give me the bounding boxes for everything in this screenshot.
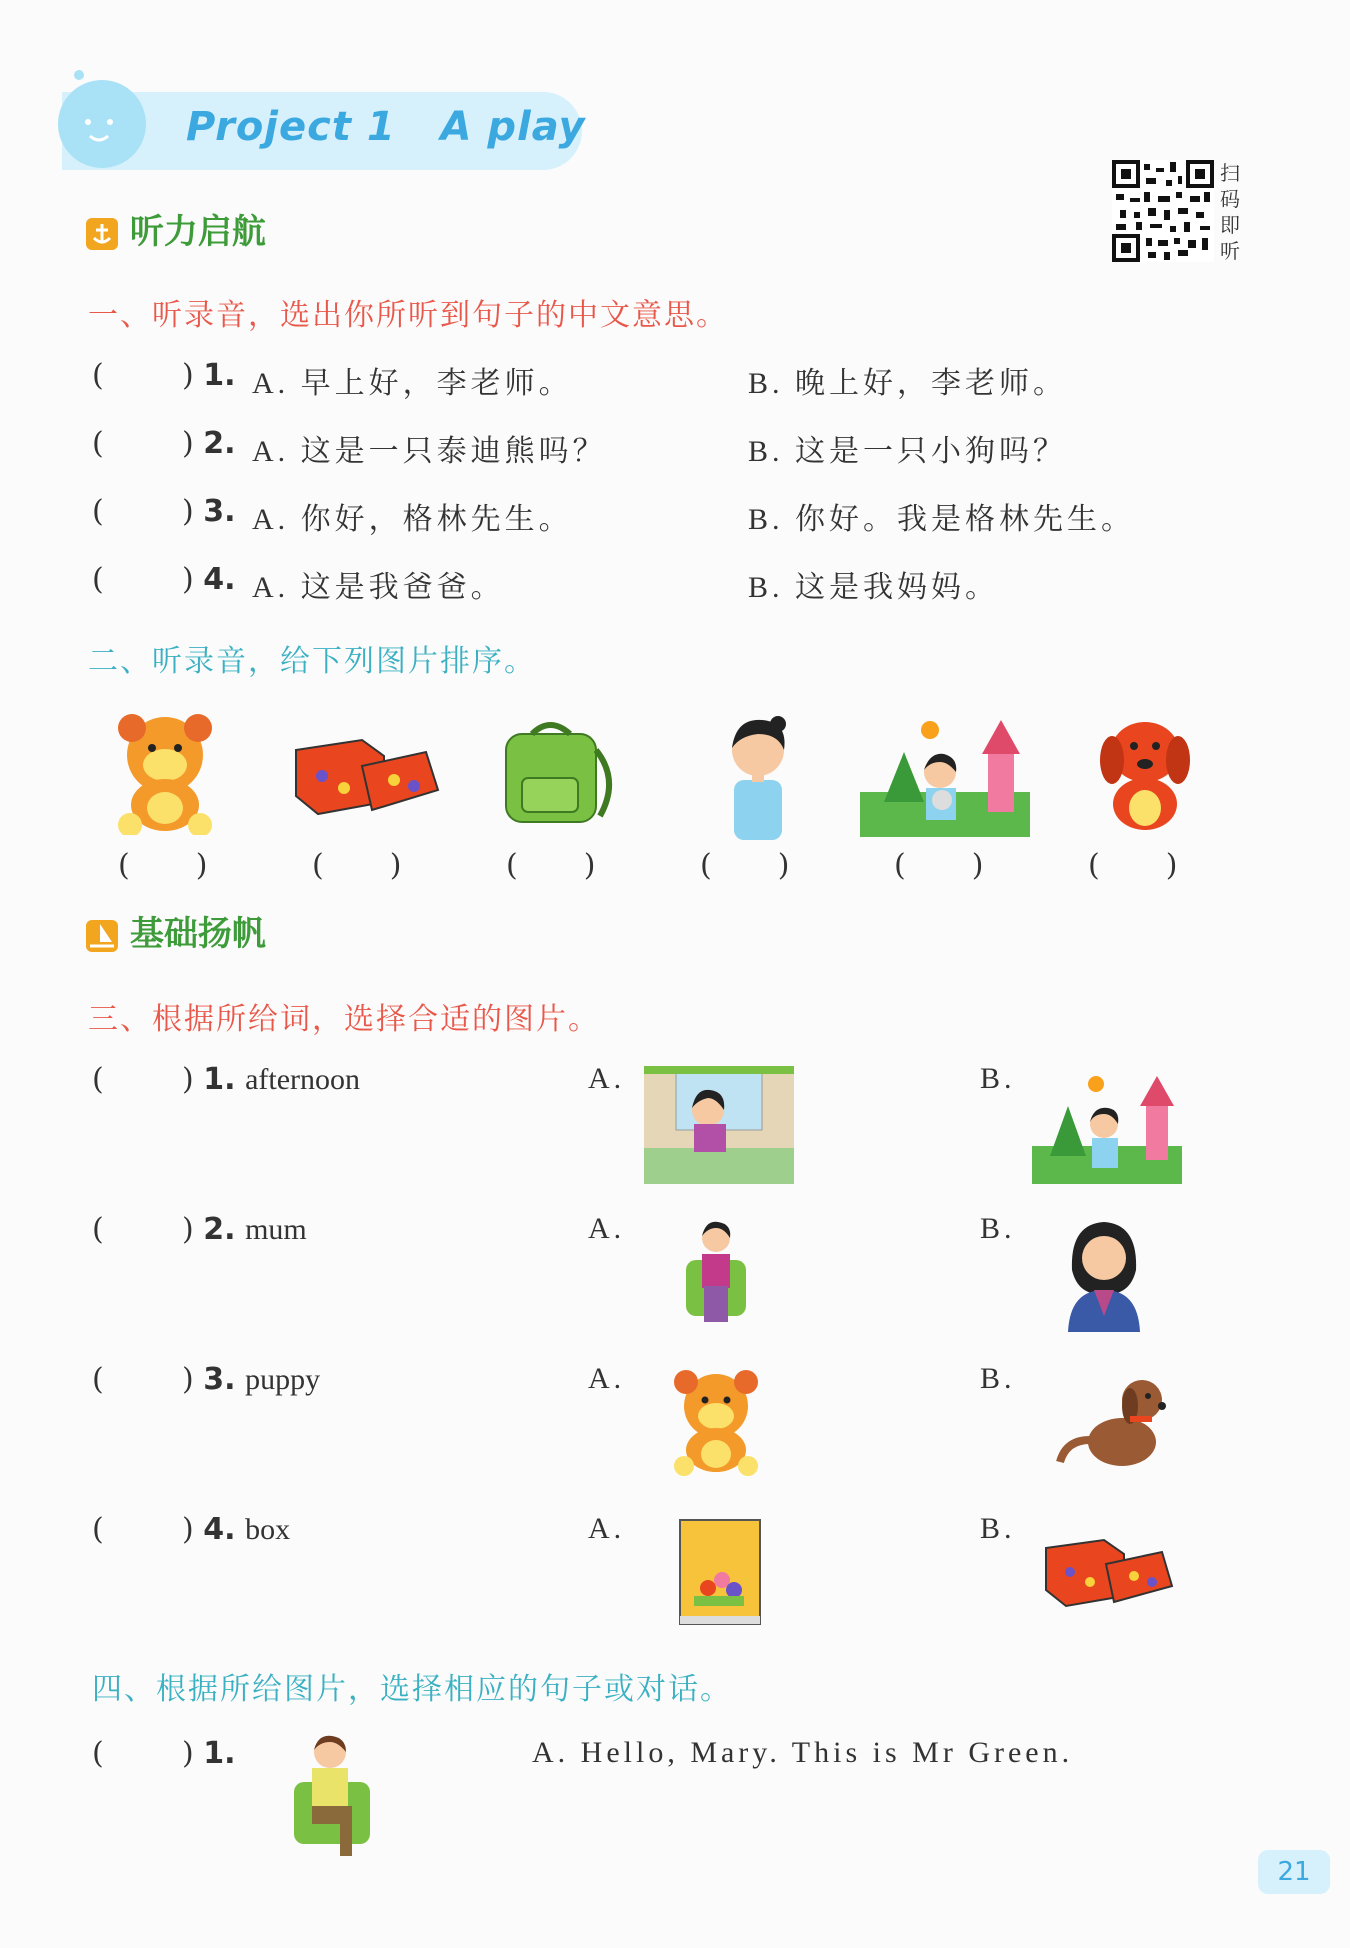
girl-outdoors-picture (860, 712, 1030, 837)
list-item: ) 3. puppy (182, 1362, 321, 1397)
answer-bracket[interactable]: ( ) (312, 848, 402, 883)
option-b-label[interactable]: B. (980, 1362, 1016, 1395)
word: puppy (245, 1363, 321, 1396)
list-item: ( (92, 358, 104, 393)
option-b[interactable]: B. 这是我妈妈。 (748, 571, 1000, 604)
option-a-label[interactable]: A. (588, 1212, 626, 1245)
list-item: ) 2. (182, 426, 236, 461)
part4-title: 四、根据所给图片，选择相应的句子或对话。 (92, 1672, 732, 1707)
page-title: Project 1 A play (186, 104, 586, 150)
section-heading-basics: 基础扬帆 (86, 906, 266, 955)
qr-code-icon[interactable] (1112, 160, 1214, 262)
option-a-label[interactable]: A. (588, 1062, 626, 1095)
list-item: ) 3. (182, 494, 236, 529)
anchor-icon (86, 218, 118, 250)
school-bag-picture (500, 720, 620, 825)
option-a-label[interactable]: A. (588, 1512, 626, 1545)
list-item: ) 4. box (182, 1512, 291, 1547)
list-item: ( (92, 1362, 104, 1397)
puppy-toy-picture (1090, 712, 1200, 832)
list-item: ( (92, 1062, 104, 1097)
mascot-antenna (74, 70, 84, 80)
list-item: ) 1. (182, 1736, 236, 1771)
morning-bedroom-picture[interactable] (644, 1066, 794, 1184)
list-item: ( (92, 1736, 104, 1771)
answer-bracket[interactable]: ( ) (700, 848, 790, 883)
teddy-bear-picture[interactable] (668, 1368, 764, 1476)
page-number: 21 (1258, 1850, 1330, 1894)
list-item: ( (92, 1512, 104, 1547)
list-item: ) 4. (182, 562, 236, 597)
girl-picture (718, 710, 798, 840)
section-heading-listening: 听力启航 (86, 204, 266, 253)
option-a[interactable]: A. 这是一只泰迪熊吗？ (252, 435, 607, 468)
gift-boxes-picture[interactable] (1044, 1532, 1176, 1612)
list-item: ( (92, 1212, 104, 1247)
woman-portrait-picture[interactable] (1064, 1216, 1144, 1332)
part4-option-a[interactable]: A. Hello, Mary. This is Mr Green. (532, 1736, 1074, 1769)
option-b-label[interactable]: B. (980, 1212, 1016, 1245)
list-item: ( (92, 494, 104, 529)
option-b[interactable]: B. 晚上好，李老师。 (748, 367, 1068, 400)
girl-outdoors-picture[interactable] (1032, 1070, 1182, 1184)
word: box (245, 1513, 291, 1546)
gift-boxes-picture (292, 730, 442, 820)
mascot-icon (58, 80, 146, 168)
list-item: ) 1. (182, 358, 236, 393)
book-picture[interactable] (678, 1518, 762, 1628)
list-item: ( (92, 562, 104, 597)
option-a[interactable]: A. 你好，格林先生。 (252, 503, 573, 536)
option-b[interactable]: B. 这是一只小狗吗？ (748, 435, 1068, 468)
part1-title: 一、听录音，选出你所听到句子的中文意思。 (88, 298, 728, 333)
option-b[interactable]: B. 你好。我是格林先生。 (748, 503, 1136, 536)
word: mum (245, 1213, 307, 1246)
option-a-label[interactable]: A. (588, 1362, 626, 1395)
answer-bracket[interactable]: ( ) (118, 848, 208, 883)
option-a[interactable]: A. 早上好，李老师。 (252, 367, 573, 400)
option-a[interactable]: A. 这是我爸爸。 (252, 571, 505, 604)
sail-icon (86, 920, 118, 952)
answer-bracket[interactable]: ( ) (1088, 848, 1178, 883)
qr-caption: 扫码即听 (1220, 161, 1240, 263)
teddy-bear-picture (110, 710, 220, 835)
list-item: ( (92, 426, 104, 461)
option-b-label[interactable]: B. (980, 1512, 1016, 1545)
option-b-label[interactable]: B. (980, 1062, 1016, 1095)
list-item: ) 2. mum (182, 1212, 307, 1247)
man-sitting-picture (290, 1732, 374, 1862)
answer-bracket[interactable]: ( ) (894, 848, 984, 883)
puppy-picture[interactable] (1050, 1370, 1170, 1472)
list-item: ) 1. afternoon (182, 1062, 361, 1097)
woman-sitting-picture[interactable] (680, 1216, 752, 1332)
answer-bracket[interactable]: ( ) (506, 848, 596, 883)
part2-title: 二、听录音，给下列图片排序。 (88, 644, 536, 679)
word: afternoon (245, 1063, 361, 1096)
part3-title: 三、根据所给词，选择合适的图片。 (88, 1002, 600, 1037)
